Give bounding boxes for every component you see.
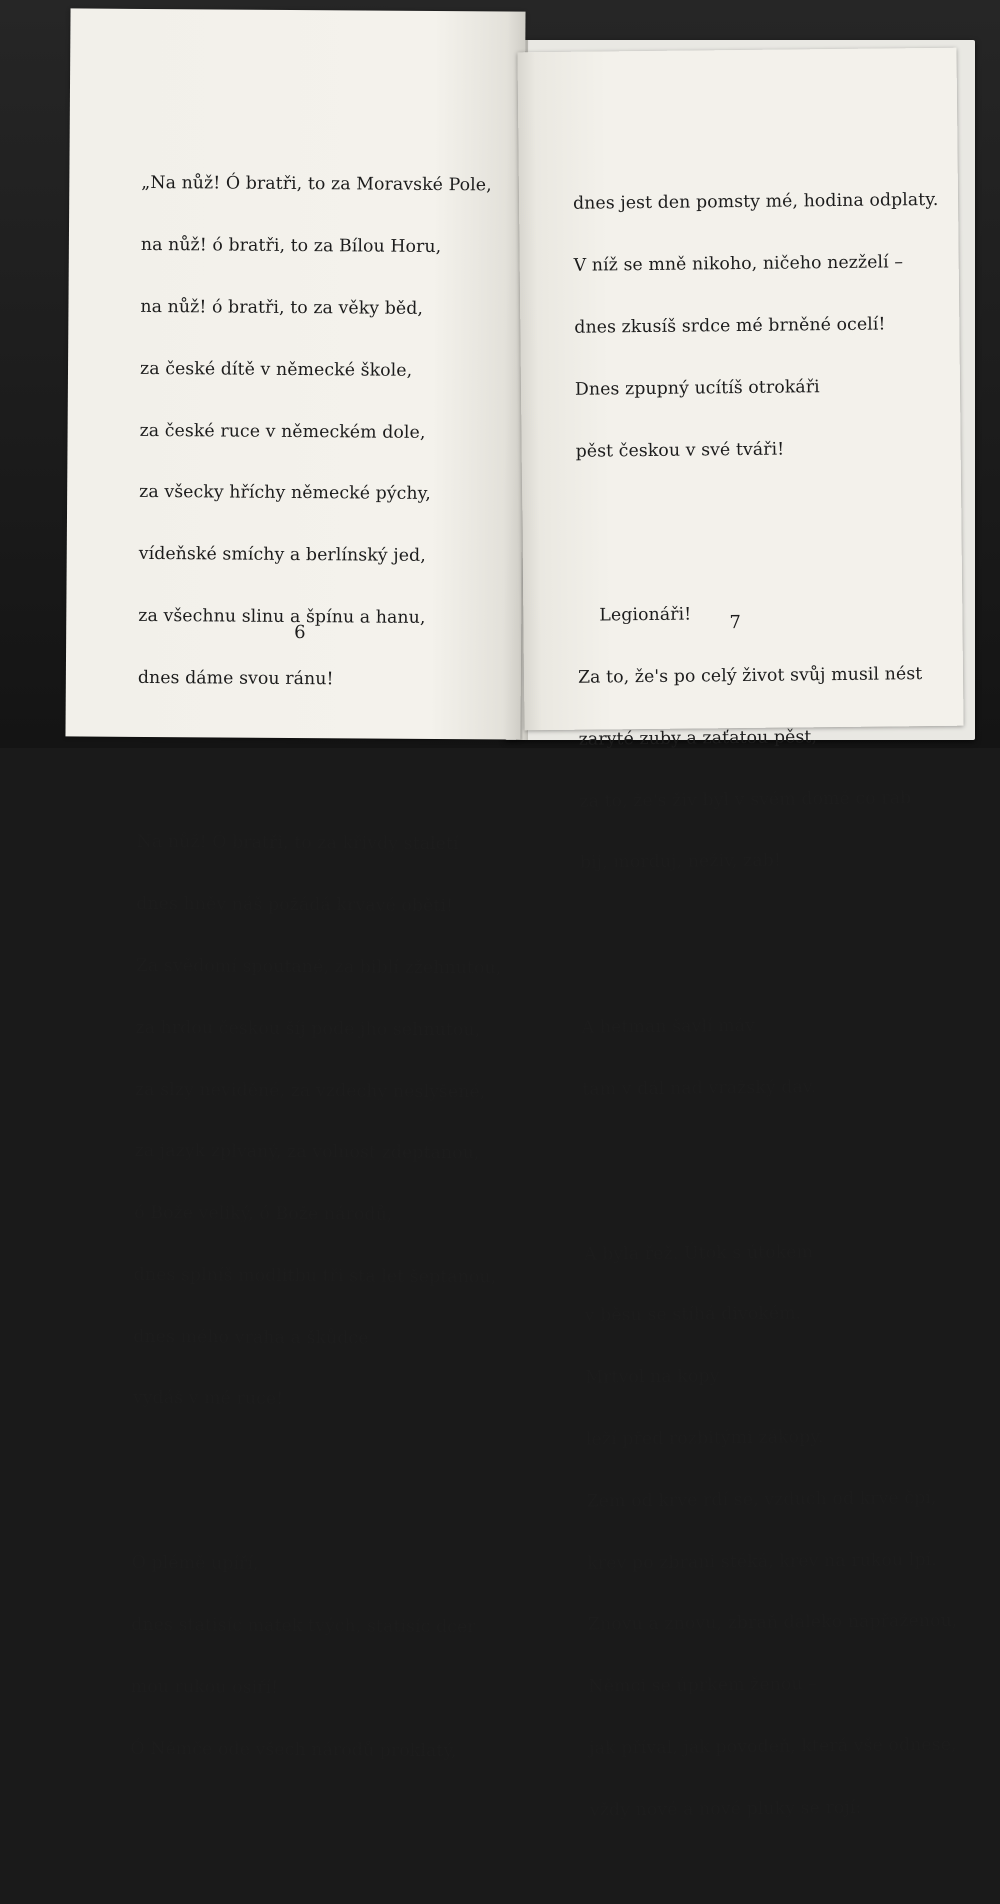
verse-line: dnes jest den pomsty mé, hodina odplaty. [572, 190, 939, 215]
verse-line: dnes splníš modlitbu tři sta let šeptanou, [133, 1264, 497, 1288]
verse-line: tam v dál nad vražský dav. [582, 1077, 817, 1100]
page-number: 6 [294, 621, 306, 644]
verse-line: Znovu a znovu, zbraň daleko napřaženou, [587, 1611, 958, 1636]
verse-line: mou rukou osiří! [130, 1676, 279, 1698]
verse-line: Němci se úprkem ženou – [588, 1674, 818, 1697]
verse-line: Ó Němče ode všech národů proklatý, [130, 1738, 457, 1761]
verse-line: Dnes zpupný ucítíš otrokáři [574, 376, 820, 400]
verse-line: ó Bože veliký, ó Bože národů, [134, 1202, 393, 1225]
stanza [138, 132, 508, 732]
verse-line: za české ruce v německém dole, [139, 420, 426, 443]
verse-line: V níž se mně nikoho, ničeho nezželí – [573, 252, 904, 276]
verse-line: bij, morduj, neživ, zab! [579, 850, 782, 874]
verse-line: vždy nové a nové pluky se rojí: [589, 1797, 862, 1821]
verse-line: dnes mého vraha a škůdce [133, 1326, 369, 1349]
verse-line: krev po zbrani stéká, krev na rukou lpí. [587, 1549, 937, 1574]
page-number: 7 [729, 612, 742, 634]
stanza [130, 1512, 498, 1803]
stanza [577, 561, 950, 915]
verse-line: za všecky hříchy německé pýchy, [139, 482, 431, 505]
left-page-text [130, 91, 508, 1844]
verse-line: Zem od krve rdí se, vzduch od krve čpí, [586, 1487, 937, 1512]
verse-line: leží před rozbitými zákopy. [585, 1427, 824, 1450]
verse-line: dnes statisíc matek tvých, statisíc dcer [131, 1614, 476, 1638]
verse-line: za to, že's živ byl v svém domě co rab [579, 787, 912, 812]
verse-line: pěst českou v své tváři! [575, 439, 785, 462]
verse-line: Legionáři! [599, 604, 692, 626]
verse-line: zaryté zuby a zaťatou pěst, [578, 727, 818, 750]
verse-line: Na nůž! Ó bratři, to za křivdy staletí [136, 832, 459, 855]
verse-line: za všechnu slinu a špínu a hanu, [138, 605, 426, 628]
stanza [573, 149, 946, 503]
verse-line: A hetman šavlí máv [581, 1016, 756, 1038]
verse-line: Ó plémě upíří, [131, 1553, 259, 1574]
verse-line: Mrtvol na kopy [585, 1366, 720, 1388]
verse-line: za jazyk zplvaný, za volnost zdeptanou, [134, 1141, 480, 1164]
verse-line: dnes hněv náš požádá krvavé oběti! [136, 894, 454, 917]
stanza [581, 973, 952, 1142]
verse-line: dnes zkusíš srdce mé brněné ocelí! [574, 314, 886, 338]
verse-line: A byla řež. Útok s útokem [583, 1241, 814, 1265]
verse-line: za české dítě v německé škole, [139, 358, 413, 381]
verse-line: vydáš v mé ruce! [132, 1388, 284, 1410]
verse-line: za slzy neviděné, za vzdechy neslyšené, [134, 1079, 486, 1102]
verse-line: na nůž! ó bratři, to za věky běd, [140, 296, 424, 319]
verse-line: na nůž! ó bratři, to za Bílou Horu, [140, 235, 442, 258]
verse-line: Za svědomí spoutané, za biblí zžehnutou, [135, 955, 502, 979]
verse-line: „Na nůž! Ó bratři, to za Moravské Pole, [141, 173, 492, 196]
stanza [132, 791, 502, 1453]
verse-line: jak příval, jak povodeň, která vše odnese, [589, 1734, 957, 1759]
verse-line: za hrdou českou šíj pode jho sehnutou, [135, 1017, 481, 1041]
verse-line: v běsu se stíhá divokém. [584, 1303, 802, 1327]
verse-line: vídeňské smíchy a berlínský jed, [138, 543, 426, 566]
verse-line: Za to, že's po celý život svůj musil nést [577, 664, 923, 688]
right-page-text [572, 108, 960, 1903]
left-page [65, 8, 525, 1761]
right-page [517, 48, 963, 1821]
stanza [584, 1199, 960, 1862]
verse-line: dnes dáme svou ránu! [137, 667, 334, 689]
